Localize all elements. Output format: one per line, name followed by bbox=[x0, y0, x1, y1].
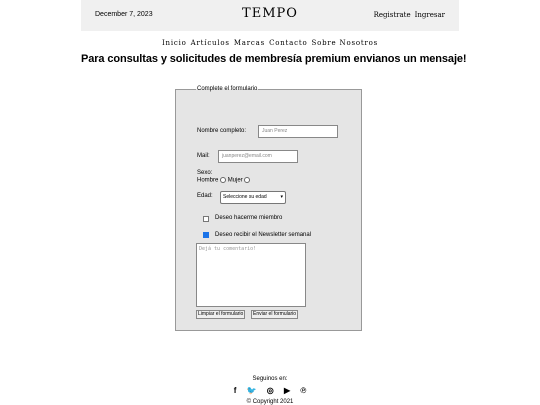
age-select[interactable] bbox=[220, 191, 286, 204]
radio-label-hombre: Hombre bbox=[197, 177, 219, 184]
facebook-icon[interactable]: f bbox=[233, 386, 237, 395]
social-links bbox=[0, 386, 540, 395]
nav-item-articulos[interactable]: Artículos bbox=[190, 39, 230, 47]
youtube-icon[interactable]: ▶ bbox=[284, 386, 291, 395]
register-link[interactable]: Registrate bbox=[373, 11, 411, 19]
member-label: Deseo hacerme miembro bbox=[215, 215, 283, 221]
page-title: Para consultas y solicitudes de membresía premium envianos un mensaje! bbox=[81, 53, 467, 65]
form-legend: Complete el formulario bbox=[197, 86, 258, 92]
auth-links bbox=[374, 11, 445, 19]
copyright: © Copyright 2021 bbox=[246, 399, 294, 405]
sex-label: Sexo: bbox=[197, 170, 213, 176]
name-input[interactable]: Juan Perez bbox=[258, 125, 338, 138]
member-checkbox[interactable] bbox=[203, 216, 209, 222]
newsletter-checkbox[interactable] bbox=[203, 232, 209, 238]
current-date: December 7, 2023 bbox=[95, 11, 153, 18]
chevron-down-icon: ▾ bbox=[280, 194, 283, 200]
age-label: Edad: bbox=[197, 193, 213, 199]
mail-input[interactable]: juanperez@email.com bbox=[218, 150, 298, 163]
nav-item-inicio[interactable]: Inicio bbox=[161, 39, 187, 47]
site-logo[interactable]: TEMPO bbox=[242, 6, 298, 21]
mail-label: Mail: bbox=[197, 153, 210, 159]
newsletter-label: Deseo recibir el Newsletter semanal bbox=[215, 232, 312, 238]
submit-button[interactable]: Enviar el formulario bbox=[253, 311, 297, 317]
nav-item-marcas[interactable]: Marcas bbox=[233, 39, 266, 47]
nav-item-sobre-nosotros[interactable]: Sobre Nosotros bbox=[311, 39, 379, 47]
nav-item-contacto[interactable]: Contacto bbox=[269, 39, 308, 47]
radio-label-mujer: Mujer bbox=[227, 177, 243, 184]
comment-textarea[interactable]: Dejá tu comentario! bbox=[196, 243, 306, 307]
reset-button[interactable]: Limpiar el formulario bbox=[198, 311, 244, 317]
radio-hombre[interactable] bbox=[220, 177, 226, 183]
login-link[interactable]: Ingresar bbox=[414, 11, 445, 19]
instagram-icon[interactable]: ◎ bbox=[266, 386, 274, 395]
twitter-icon[interactable]: 🐦 bbox=[246, 386, 257, 395]
pinterest-icon[interactable]: ℗ bbox=[300, 386, 307, 395]
contact-form bbox=[175, 86, 362, 331]
sex-radio-group bbox=[197, 177, 250, 184]
top-bar bbox=[81, 0, 459, 31]
main-nav bbox=[0, 39, 540, 47]
radio-mujer[interactable] bbox=[244, 177, 250, 183]
follow-label: Seguinos en: bbox=[252, 376, 288, 382]
age-select-value: Seleccione su edad bbox=[223, 194, 267, 200]
name-label: Nombre completo: bbox=[197, 128, 247, 134]
